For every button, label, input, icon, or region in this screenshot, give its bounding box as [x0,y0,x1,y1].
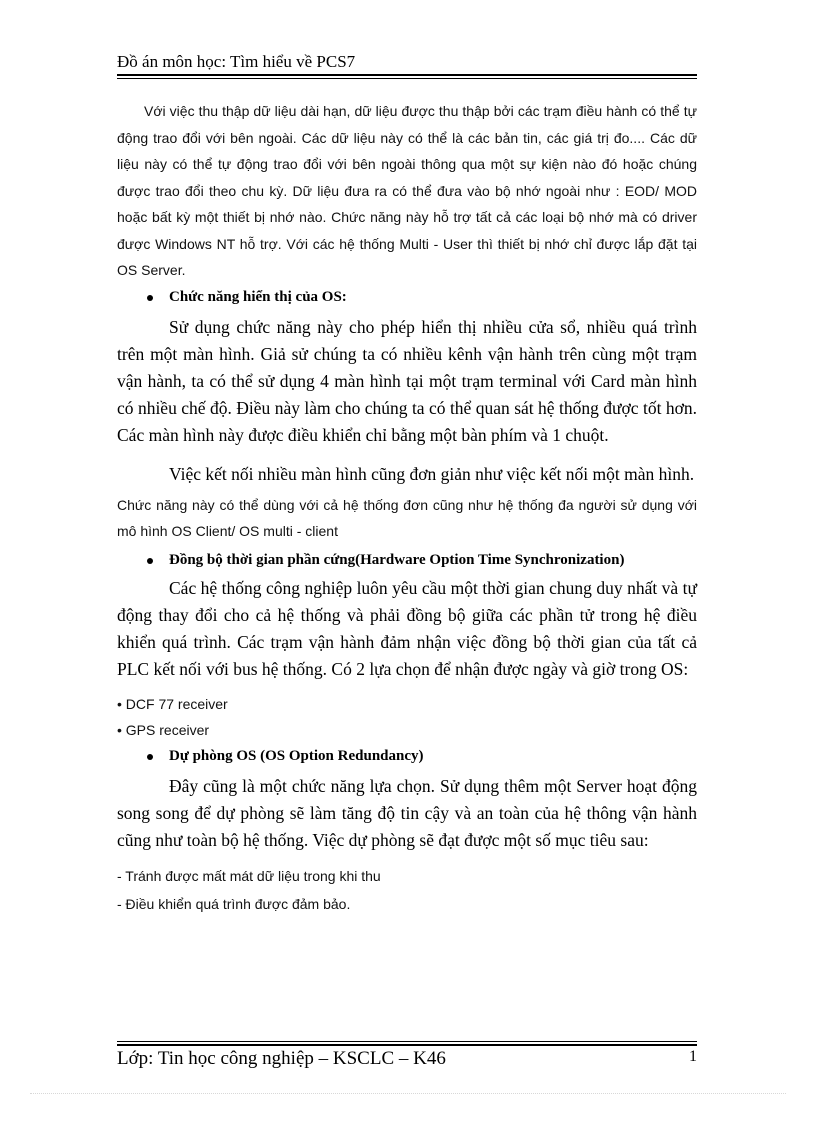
footer-rule [117,1041,697,1046]
list-item-dcf77: • DCF 77 receiver [117,695,228,712]
page-number: 1 [689,1048,697,1065]
list-item-avoid-data-loss: - Tránh được mất mát dữ liệu trong khi thu [117,867,381,884]
paragraph-multi-monitor: Sử dụng chức năng này cho phép hiển thị nhiều cửa sổ, nhiều quá trình trên một màn hình. Giả sử chúng ta có nhiều kênh vận hành trên cùng một trạm vận hành, ta có thể sử dụng 4 màn hình tại một trạm terminal với Card màn hình có nhiều chế độ. Điều này làm cho chúng ta có thể quan sát hệ thống được tốt hơn. Các màn hình này được điều khiển chỉ bằng một bàn phím và 1 chuột. [117,316,697,445]
paragraph-connect-screens: Việc kết nối nhiều màn hình cũng đơn giản như việc kết nối một màn hình. [169,463,695,484]
footer-class-label: Lớp: Tin học công nghiệp – KSCLC – K46 [117,1048,446,1069]
page-footer [117,1048,697,1070]
page-content [117,98,697,918]
list-item-process-control: - Điều khiển quá trình được đảm bảo. [117,895,351,912]
paragraph-single-multi-user: Chức năng này có thể dùng với cả hệ thống đơn cũng như hệ thống đa người sử dụng với mô hình OS Client/ OS multi - client [117,496,697,539]
paragraph-time-sync: Các hệ thống công nghiệp luôn yêu cầu một thời gian chung duy nhất và tự động thay đổi cho cả hệ thống và phải đồng bộ giữa các phần tử trong hệ điều khiển quá trình. Các trạm vận hành đảm nhận việc đồng bộ thời gian của tất cả PLC kết nối với bus hệ thống. Có 2 lựa chọn để nhận được ngày và giờ trong OS: [117,577,697,679]
bullet-display-function: Chức năng hiển thị của OS: [117,284,697,310]
bullet-time-sync: Đồng bộ thời gian phần cứng(Hardware Option Time Synchronization) [117,547,697,573]
paragraph-redundancy: Đây cũng là một chức năng lựa chọn. Sử dụng thêm một Server hoạt động song song để dự phòng sẽ làm tăng độ tin cậy và an toàn của hệ thông vận hành cũng như toàn bộ hệ thống. Việc dự phòng sẽ đạt được một số mục tiêu sau: [117,775,697,850]
page-header-title: Đồ án môn học: Tìm hiểu về PCS7 [117,52,356,71]
paragraph-data-exchange: Với việc thu thập dữ liệu dài hạn, dữ liệu được thu thập bởi các trạm điều hành có thể tự động trao đổi với bên ngoài. Các dữ liệu này có thể là các bản tin, các giá trị đo.... Các dữ liệu này có thể tự động trao đổi với bên ngoài thông qua một sự kiện nào đó hoặc chúng được trao đổi theo chu kỳ. Dữ liệu đưa ra có thể đưa vào bộ nhớ ngoài như : EOD/ MOD hoặc bất kỳ một thiết bị nhớ nào. Chức năng này hỗ trợ tất cả các loại bộ nhớ mà có driver được Windows NT hỗ trợ. Với các hệ thống Multi - User thì thiết bị nhớ chỉ được lắp đặt tại OS Server. [117,103,697,278]
page-bottom-border [30,1093,786,1094]
header-rule [117,74,697,79]
list-item-gps: • GPS receiver [117,721,210,738]
bullet-redundancy: Dự phòng OS (OS Option Redundancy) [117,743,697,769]
